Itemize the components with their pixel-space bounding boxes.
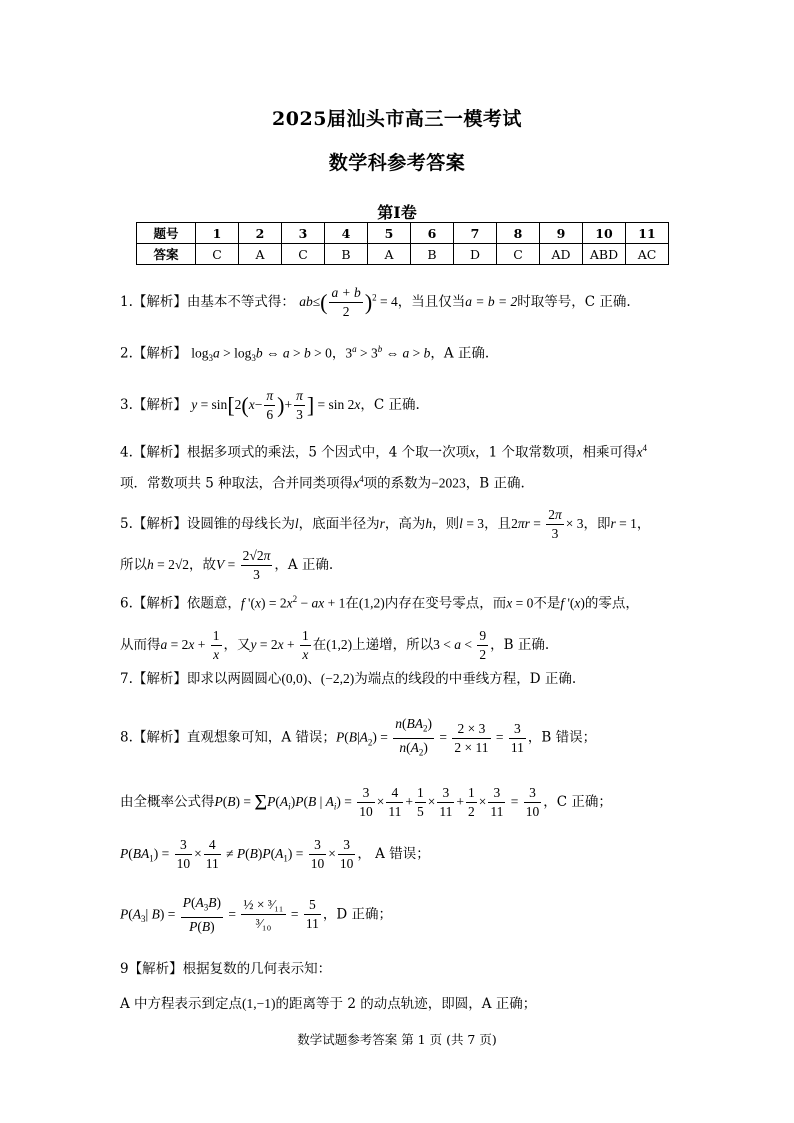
solution-label: 5.【解析】	[120, 516, 187, 532]
question-number-cell: 2	[239, 223, 282, 244]
solution-q7: 7.【解析】即求以两圆圆心(0,0)、(−2,2)为端点的线段的中垂线方程，D 正确.	[120, 671, 577, 687]
question-number-cell: 7	[454, 223, 497, 244]
question-number-cell: 11	[626, 223, 669, 244]
solution-label: 8.【解析】	[120, 729, 187, 746]
section-heading: 第Ⅰ卷	[377, 203, 417, 222]
solution-q1: 1.【解析】由基本不等式得： ab≤( $\frac{a + b}{2}$ )$^2$ = 4，当且仅当a = b = 2时取等号，C 正确.	[120, 285, 631, 319]
solution-q9-line2: A 中方程表示到定点(1,−1)的距离等于 2 的动点轨迹，即圆，A 正确；	[120, 996, 537, 1012]
answer-cell: B	[325, 244, 368, 265]
answer-table	[136, 222, 669, 265]
question-header-cell: 题号	[137, 223, 196, 244]
solution-label: 2.【解析】	[120, 345, 187, 362]
solution-label: 9【解析】	[120, 961, 183, 977]
document-title: 2025届汕头市高三一模考试	[272, 108, 522, 130]
solution-label: 3.【解析】	[120, 397, 187, 413]
answer-cell: A	[368, 244, 411, 265]
solution-label: 6.【解析】	[120, 595, 187, 612]
question-number-cell: 3	[282, 223, 325, 244]
answer-header-cell: 答案	[137, 244, 196, 265]
answer-cell: ABD	[583, 244, 626, 265]
answer-cell: C	[196, 244, 239, 265]
answer-cell: AD	[540, 244, 583, 265]
question-number-cell: 6	[411, 223, 454, 244]
question-number-cell: 8	[497, 223, 540, 244]
solution-q6-line2: 从而得a = 2x + $\frac{1}{x}$ ，又y = 2x + $\frac{1}{x}$ 在(1,2)上递增，所以3 < a < $\frac{9}{2}$ ，B 正确.	[120, 628, 550, 662]
question-number-cell: 5	[368, 223, 411, 244]
solution-q8-line1: 8.【解析】直观想象可知，A 错误；$P(B|A_2)$ = $\frac{n(BA_2)}{n(A_2)}$ = $\frac{2 \times 3}{2 \times 11}$ = $\frac{3}{11}$ ，B 错误；	[120, 716, 597, 758]
solution-q4-line1: 4.【解析】根据多项式的乘法，5 个因式中，4 个取一次项x，1 个取常数项，相乘可得$x^4$	[120, 443, 648, 461]
solution-q3: 3.【解析】 y = sin[2(x− $\frac{\pi}{6}$ )+ $\frac{\pi}{3}$ ] = sin 2x，C 正确.	[120, 388, 420, 422]
answer-table-question-row	[137, 223, 669, 244]
solution-q9-line1: 9【解析】根据复数的几何表示知：	[120, 961, 332, 977]
solution-q8-line3: $P(BA_1)$ = $\frac{3}{10}$ × $\frac{4}{11}$ ≠ $P(B)P(A_1)$ = $\frac{3}{10}$ × $\frac{3}{10}$ ， A 错误；	[120, 837, 430, 871]
answer-cell: C	[282, 244, 325, 265]
document-subtitle: 数学科参考答案	[328, 152, 466, 174]
answer-table-answer-row	[137, 244, 669, 265]
solution-q2: 2.【解析】 $\log_3a > \log_3b$ ⇔ a > b > 0，$3^a > 3^b$ ⇔ a > b，A 正确.	[120, 344, 490, 364]
solution-q5-line2: 所以h = 2√2，故V = $\frac{2√2\pi}{3}$ ，A 正确.	[120, 548, 334, 582]
question-number-cell: 9	[540, 223, 583, 244]
answer-cell: D	[454, 244, 497, 265]
answer-cell: AC	[626, 244, 669, 265]
solution-q4-line2: 项．常数项共 5 种取法，合并同类项得$x^4$项的系数为−2023，B 正确.	[120, 474, 525, 492]
question-number-cell: 1	[196, 223, 239, 244]
answer-cell: B	[411, 244, 454, 265]
question-number-cell: 4	[325, 223, 368, 244]
solution-q8-line2: 由全概率公式得$P(B) = \Sigma P(A_i)P(B$ | $A_i$) = $\frac{3}{10}$ × $\frac{4}{11}$ + $\frac{1}{5}$ × $\frac{3}{11}$ + $\frac{1}{2}$ × $\frac{3}{11}$ = $\frac{3}{10}$ ，C 正确；	[120, 785, 612, 819]
solution-label: 7.【解析】	[120, 671, 187, 687]
solution-q6-line1: 6.【解析】依题意，f '$(x) = 2x^2$ − ax + 1在(1,2)内存在变号零点，而x = 0不是f '(x)的零点，	[120, 594, 639, 612]
solution-label: 1.【解析】	[120, 294, 187, 310]
solution-q5-line1: 5.【解析】设圆锥的母线长为l，底面半径为r，高为h，则l = 3，且2πr = $\frac{2\pi}{3}$ × 3，即r = 1，	[120, 507, 651, 541]
solution-q8-line4: $P(A_3|$ B) = $\frac{P(A_3B)}{P(B)}$ = $\frac{\text{½ × ³⁄₁₁}}{\text{³⁄₁₀}}$ = $\frac{5}{11}$ ，D 正确；	[120, 895, 393, 934]
solution-label: 4.【解析】	[120, 444, 187, 461]
answer-cell: A	[239, 244, 282, 265]
page-footer: 数学试题参考答案 第 1 页 (共 7 页)	[297, 1032, 497, 1047]
question-number-cell: 10	[583, 223, 626, 244]
answer-cell: C	[497, 244, 540, 265]
